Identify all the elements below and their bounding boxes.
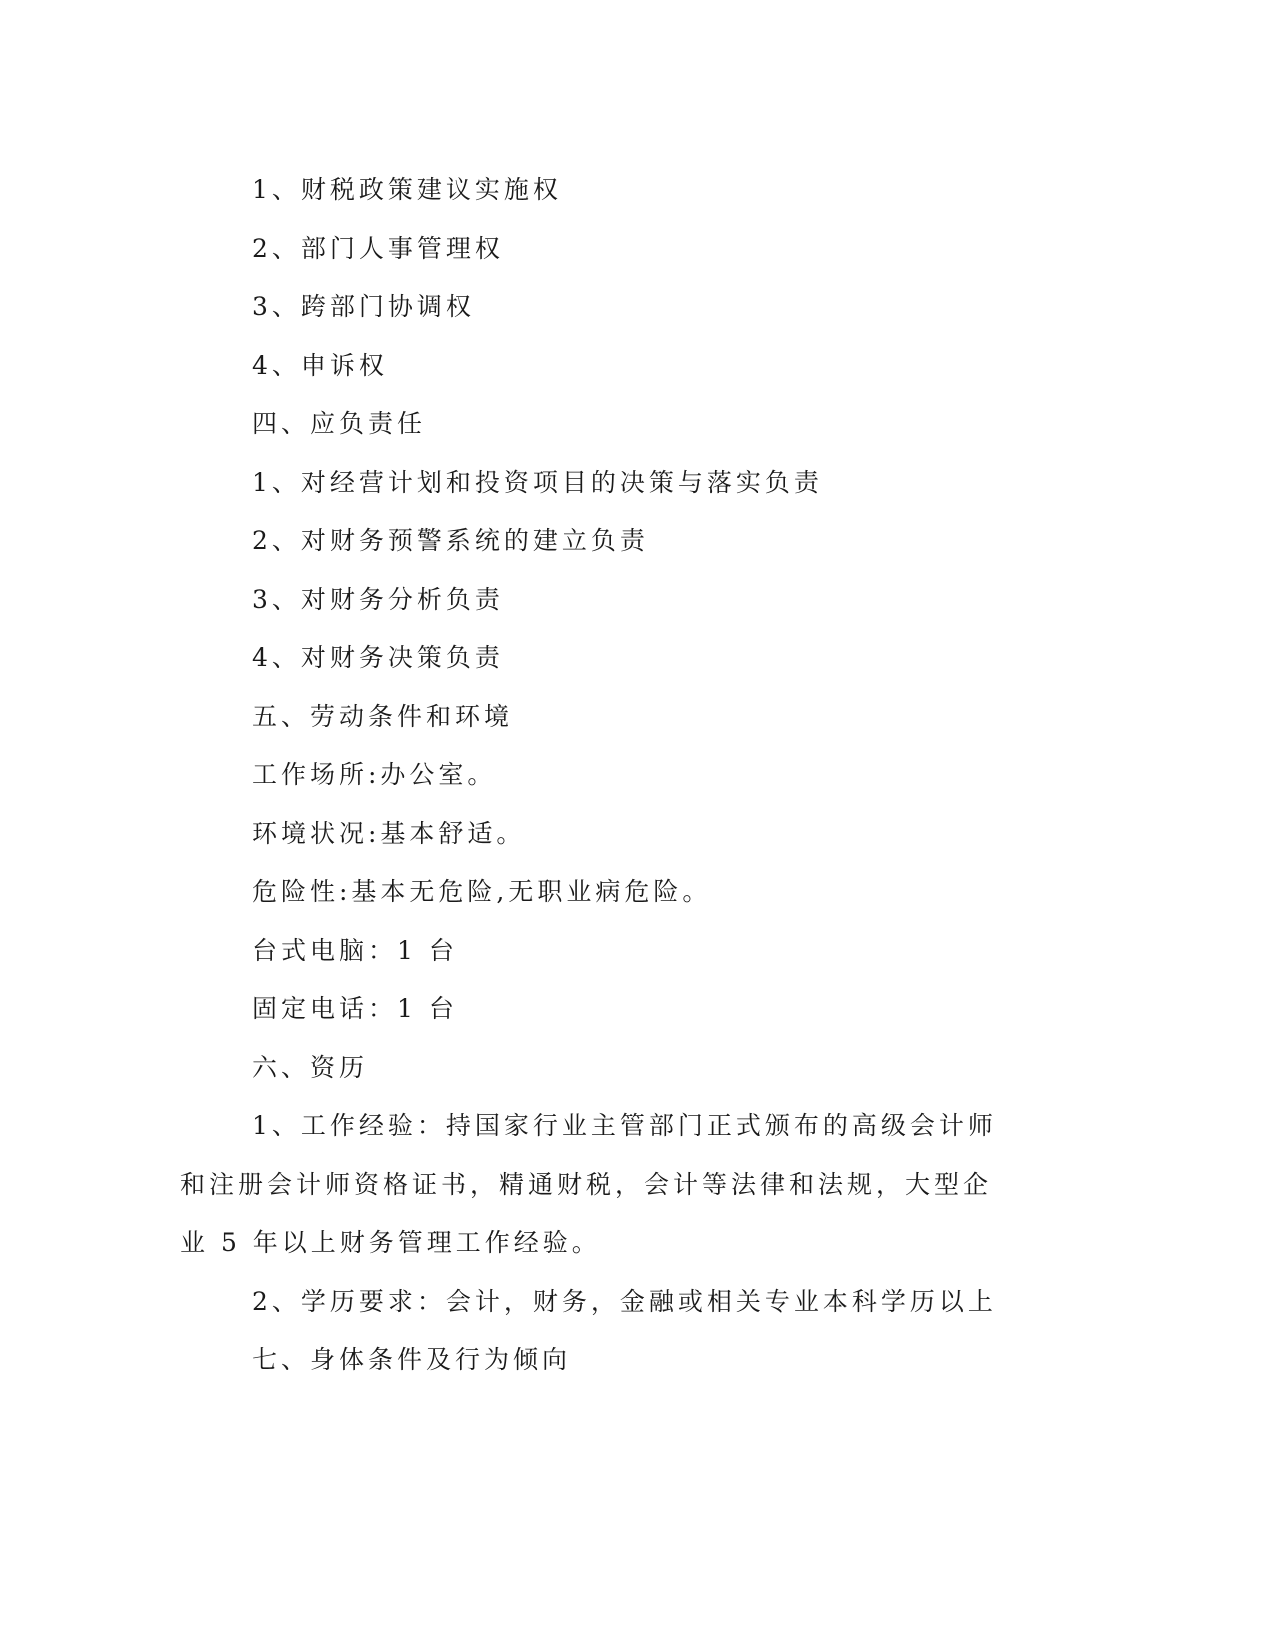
- document-body: [180, 161, 1020, 1390]
- list-item-power-4: 4、申诉权: [252, 350, 388, 380]
- section-heading-qualifications: 六、资历: [252, 1052, 369, 1082]
- desktop-computer-line: 台式电脑：1 台: [252, 935, 458, 965]
- section-heading-working-conditions: 五、劳动条件和环境: [252, 701, 514, 731]
- education-requirement-line: 2、学历要求：会计，财务，金融或相关专业本科学历以上: [252, 1286, 997, 1316]
- hazard-line: 危险性:基本无危险,无职业病危险。: [252, 877, 712, 906]
- list-item-power-2: 2、部门人事管理权: [252, 233, 504, 263]
- list-item-responsibility-2: 2、对财务预警系统的建立负责: [252, 526, 649, 555]
- list-item-power-1: 1、财税政策建议实施权: [252, 175, 562, 204]
- section-heading-physical-conditions: 七、身体条件及行为倾向: [252, 1345, 572, 1374]
- list-item-responsibility-1: 1、对经营计划和投资项目的决策与落实负责: [252, 467, 823, 497]
- work-experience-paragraph: 1、工作经验：持国家行业主管部门正式颁布的高级会计师和注册会计师资格证书，精通财税，会计等法律和法规，大型企业 5 年以上财务管理工作经验。: [180, 1111, 997, 1257]
- list-item-responsibility-3: 3、对财务分析负责: [252, 584, 504, 614]
- section-heading-responsibilities: 四、应负责任: [252, 409, 427, 438]
- list-item-power-3: 3、跨部门协调权: [252, 292, 475, 321]
- environment-line: 环境状况:基本舒适。: [252, 818, 526, 848]
- list-item-responsibility-4: 4、对财务决策负责: [252, 643, 504, 672]
- landline-phone-line: 固定电话：1 台: [252, 994, 458, 1023]
- workplace-line: 工作场所:办公室。: [252, 760, 497, 789]
